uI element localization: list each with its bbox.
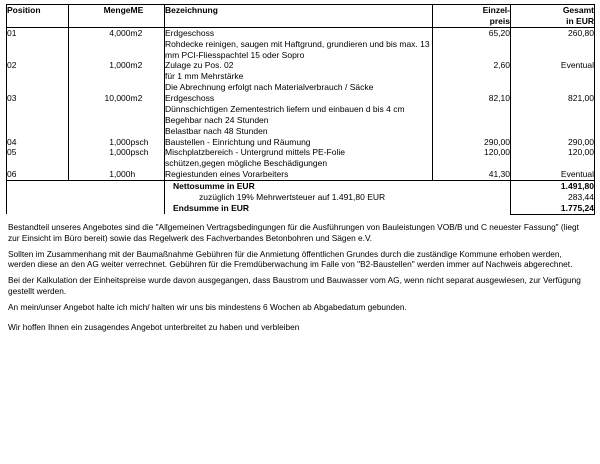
offer-table	[6, 4, 595, 215]
row-description-line: für 1 mm Mehrstärke	[165, 71, 244, 82]
row-einzelpreis: 41,30	[433, 169, 511, 180]
row-description-line: schützen,gegen mögliche Beschädigungen	[165, 158, 328, 169]
table-row	[7, 169, 595, 180]
row-menge: 10,000	[69, 93, 131, 137]
table-row	[7, 60, 595, 93]
row-menge: 1,000	[69, 169, 131, 180]
table-row	[7, 137, 595, 148]
footer-paragraph: An mein/unser Angebot halte ich mich/ halten wir uns bis mindestens 6 Wochen ab Abgabedatum gebunden.	[8, 302, 407, 313]
row-einzelpreis: 82,10	[433, 93, 511, 137]
table-row	[7, 147, 595, 169]
totals-label: Endsumme in EUR	[165, 203, 511, 214]
totals-row	[7, 203, 595, 214]
row-me: psch	[130, 136, 149, 147]
row-title: Erdgeschoss	[165, 93, 215, 103]
totals-label: zuzüglich 19% Mehrwertsteuer auf 1.491,80 EUR	[165, 192, 511, 203]
footer-paragraph: Bestandteil unseres Angebotes sind die "Allgemeinen Vertragsbedingungen für die Ausführungen von Bauleistungen VOB/B und C neuester Fassung" (liegt zur Einsicht im Büro bereit) sowie das Regelwerk des Fachverbandes Betonbohren und Sägen e.V.	[8, 221, 579, 243]
row-position: 03	[7, 93, 69, 137]
row-bezeichnung	[165, 147, 433, 169]
row-gesamt: 120,00	[511, 147, 595, 169]
row-title: Regiestunden eines Vorarbeiters	[165, 169, 289, 180]
header-position: Position	[7, 5, 69, 28]
totals-row	[7, 181, 595, 192]
header-gesamt-line1: Gesamt	[562, 5, 594, 15]
row-title: Mischplatzbereich - Untergrund mittels PE-Folie	[165, 147, 345, 158]
header-einzelpreis-line1: Einzel-	[482, 5, 510, 15]
row-me: m2	[130, 27, 143, 38]
row-gesamt: 260,80	[511, 27, 595, 60]
header-me: ME	[131, 5, 165, 28]
row-me: psch	[130, 147, 149, 158]
row-title: Erdgeschoss	[165, 27, 215, 38]
row-description-line: Begehbar nach 24 Stunden	[165, 114, 269, 125]
row-einzelpreis: 290,00	[433, 137, 511, 148]
row-gesamt: Eventual	[511, 169, 595, 180]
table-row	[7, 27, 595, 60]
totals-row	[7, 192, 595, 203]
row-me: m2	[130, 60, 143, 71]
header-menge: Menge	[69, 5, 131, 28]
row-menge: 1,000	[69, 147, 131, 169]
footer-paragraph-list	[8, 222, 590, 314]
totals-spacer	[7, 203, 165, 214]
row-description-line: Belastbar nach 48 Stunden	[165, 125, 268, 136]
row-title: Zulage zu Pos. 02	[165, 60, 234, 71]
totals-spacer	[7, 192, 165, 203]
totals-value: 1.775,24	[511, 203, 595, 214]
header-gesamt	[511, 5, 595, 28]
footer-closing: Wir hoffen Ihnen ein zusagendes Angebot unterbreitet zu haben und verbleiben	[8, 322, 300, 333]
header-gesamt-line2: in EUR	[566, 15, 594, 26]
header-bezeichnung: Bezeichnung	[165, 5, 433, 28]
row-menge: 1,000	[69, 60, 131, 93]
row-position: 05	[7, 147, 69, 169]
row-einzelpreis: 65,20	[433, 27, 511, 60]
totals-body	[7, 181, 595, 215]
row-einzelpreis: 2,60	[433, 60, 511, 93]
table-row	[7, 93, 595, 137]
totals-label: Nettosumme in EUR	[165, 181, 511, 192]
row-me: h	[130, 169, 136, 180]
header-einzelpreis	[433, 5, 511, 28]
row-position: 01	[7, 27, 69, 60]
row-description-line: Dünnschichtigen Zementestrich liefern und einbauen d bis 4 cm	[165, 103, 405, 114]
row-title: Baustellen - Einrichtung und Räumung	[165, 136, 311, 147]
row-bezeichnung	[165, 137, 433, 148]
row-menge: 4,000	[69, 27, 131, 60]
row-position: 06	[7, 169, 69, 180]
row-gesamt: Eventual	[511, 60, 595, 93]
table-body	[7, 27, 595, 180]
row-description-line: Rohdecke reinigen, saugen mit Haftgrund, grundieren und bis max. 13 mm PCI-Fliesspachtel 15 oder Sopro	[165, 38, 430, 60]
row-description-line: Die Abrechnung erfolgt nach Materialverbrauch / Säcke	[165, 82, 374, 93]
row-position: 04	[7, 137, 69, 148]
row-bezeichnung	[165, 169, 433, 180]
footer-terms	[6, 222, 594, 334]
row-position: 02	[7, 60, 69, 93]
totals-value: 1.491,80	[511, 181, 595, 192]
row-menge: 1,000	[69, 137, 131, 148]
footer-paragraph: Bei der Kalkulation der Einheitspreise wurde davon ausgegangen, dass Baustrom und Bauwasser vom AG, wenn nicht separat ausgewiesen, zur Verfügung gestellt werden.	[8, 275, 581, 297]
row-einzelpreis: 120,00	[433, 147, 511, 169]
footer-paragraph: Sollten im Zusammenhang mit der Baumaßnahme Gebühren für die Anmietung öffentlichen Grundes durch die zuständige Kommune erhoben werden, werden diese an den AG weiter verrechnet. Gebühren für die Fremdüberwachung im Falle von "B2-Baustellen" werden immer auf Nachweis abgerechnet.	[8, 248, 573, 270]
row-bezeichnung	[165, 93, 433, 137]
row-gesamt: 290,00	[511, 137, 595, 148]
row-bezeichnung	[165, 60, 433, 93]
row-me: m2	[130, 93, 143, 103]
totals-spacer	[7, 181, 165, 192]
totals-value: 283,44	[511, 192, 595, 203]
row-gesamt: 821,00	[511, 93, 595, 137]
row-bezeichnung	[165, 27, 433, 60]
header-einzelpreis-line2: preis	[489, 15, 510, 26]
table-header-row	[7, 5, 595, 28]
